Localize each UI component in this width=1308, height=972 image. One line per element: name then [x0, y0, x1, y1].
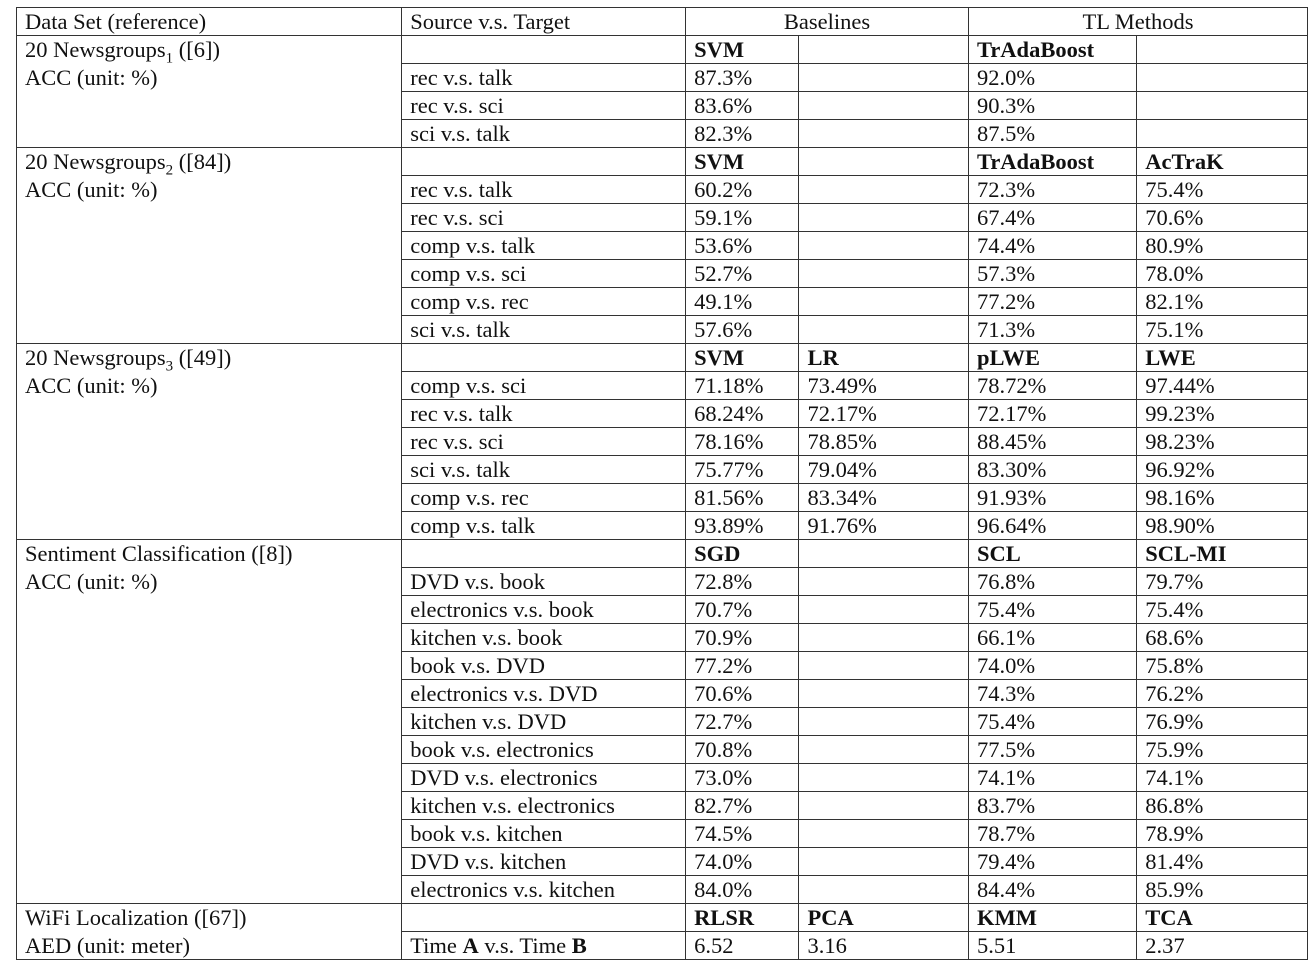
source-target-empty	[402, 148, 686, 176]
value-cell	[799, 820, 969, 848]
table-row	[17, 708, 1308, 736]
value-cell	[799, 204, 969, 232]
value-cell	[799, 792, 969, 820]
pair-part: Time	[410, 933, 463, 958]
method-name-cell: SCL-MI	[1137, 540, 1308, 568]
method-name-cell: SVM	[686, 148, 799, 176]
value-cell: 78.9%	[1137, 820, 1308, 848]
value-cell	[799, 120, 969, 148]
value-cell: 70.6%	[1137, 204, 1308, 232]
dataset-name: 20 Newsgroups	[25, 345, 166, 371]
value-cell: 74.1%	[1137, 764, 1308, 792]
value-cell: 3.16	[799, 932, 969, 960]
table-row	[17, 848, 1308, 876]
value-cell: 71.18%	[686, 372, 799, 400]
value-cell: 75.4%	[968, 708, 1136, 736]
value-cell	[799, 848, 969, 876]
method-name-cell: LR	[799, 344, 969, 372]
dataset-empty-cell	[17, 204, 402, 232]
value-cell: 75.4%	[1137, 596, 1308, 624]
value-cell	[799, 764, 969, 792]
dataset-empty-cell	[17, 400, 402, 428]
dataset-subscript: 1	[165, 50, 174, 64]
source-target-cell: sci v.s. talk	[402, 316, 686, 344]
method-name-cell: SCL	[968, 540, 1136, 568]
value-cell: 70.7%	[686, 596, 799, 624]
value-cell: 60.2%	[686, 176, 799, 204]
value-cell: 5.51	[968, 932, 1136, 960]
dataset-empty-cell	[17, 764, 402, 792]
value-cell	[799, 176, 969, 204]
pair-part: A	[462, 933, 479, 958]
value-cell	[799, 288, 969, 316]
dataset-subscript: 2	[165, 162, 174, 176]
table-row	[17, 568, 1308, 596]
header-baselines: Baselines	[686, 8, 969, 36]
value-cell	[799, 316, 969, 344]
value-cell: 57.6%	[686, 316, 799, 344]
value-cell: 84.4%	[968, 876, 1136, 904]
value-cell: 75.77%	[686, 456, 799, 484]
value-cell: 83.30%	[968, 456, 1136, 484]
value-cell: 77.2%	[968, 288, 1136, 316]
value-cell: 74.1%	[968, 764, 1136, 792]
dataset-name: WiFi Localization	[25, 905, 189, 931]
value-cell: 52.7%	[686, 260, 799, 288]
value-cell	[799, 624, 969, 652]
source-target-cell: comp v.s. talk	[402, 232, 686, 260]
value-cell: 78.16%	[686, 428, 799, 456]
method-name-cell	[799, 148, 969, 176]
source-target-cell: kitchen v.s. electronics	[402, 792, 686, 820]
header-dataset: Data Set (reference)	[17, 8, 402, 36]
method-name-cell: SGD	[686, 540, 799, 568]
value-cell: 78.72%	[968, 372, 1136, 400]
dataset-empty-cell	[17, 708, 402, 736]
value-cell: 67.4%	[968, 204, 1136, 232]
table-row	[17, 484, 1308, 512]
value-cell: 91.76%	[799, 512, 969, 540]
pair-part: v.s. Time	[478, 933, 572, 958]
metric-label-cell: ACC (unit: %)	[17, 568, 402, 596]
value-cell	[799, 260, 969, 288]
dataset-empty-cell	[17, 652, 402, 680]
value-cell: 72.17%	[968, 400, 1136, 428]
value-cell: 83.34%	[799, 484, 969, 512]
dataset-reference: ([8])	[245, 541, 293, 567]
source-target-cell: comp v.s. sci	[402, 372, 686, 400]
dataset-empty-cell	[17, 680, 402, 708]
table-row	[17, 400, 1308, 428]
value-cell: 74.0%	[968, 652, 1136, 680]
table-row	[17, 792, 1308, 820]
value-cell	[799, 708, 969, 736]
table-row	[17, 260, 1308, 288]
value-cell: 92.0%	[968, 64, 1136, 92]
value-cell: 97.44%	[1137, 372, 1308, 400]
header-tl-methods: TL Methods	[968, 8, 1307, 36]
source-target-cell: comp v.s. talk	[402, 512, 686, 540]
value-cell: 68.24%	[686, 400, 799, 428]
table-row	[17, 428, 1308, 456]
value-cell: 57.3%	[968, 260, 1136, 288]
source-target-cell: electronics v.s. DVD	[402, 680, 686, 708]
value-cell: 81.4%	[1137, 848, 1308, 876]
value-cell: 87.3%	[686, 64, 799, 92]
value-cell: 77.2%	[686, 652, 799, 680]
dataset-empty-cell	[17, 120, 402, 148]
value-cell	[1137, 120, 1308, 148]
source-target-empty	[402, 904, 686, 932]
table-row	[17, 512, 1308, 540]
value-cell: 78.7%	[968, 820, 1136, 848]
source-target-cell: book v.s. DVD	[402, 652, 686, 680]
dataset-name: 20 Newsgroups	[25, 37, 166, 63]
value-cell: 82.7%	[686, 792, 799, 820]
value-cell: 91.93%	[968, 484, 1136, 512]
group-method-row	[17, 148, 1308, 176]
method-name-cell: SVM	[686, 344, 799, 372]
value-cell	[799, 876, 969, 904]
metric-label-cell: AED (unit: meter)	[17, 932, 402, 960]
source-target-empty	[402, 36, 686, 64]
group-method-row	[17, 36, 1308, 64]
method-name-cell: AcTraK	[1137, 148, 1308, 176]
table-row	[17, 232, 1308, 260]
source-target-empty	[402, 344, 686, 372]
dataset-name-cell	[17, 904, 402, 932]
value-cell: 2.37	[1137, 932, 1308, 960]
dataset-subscript: 3	[165, 358, 174, 372]
source-target-cell: rec v.s. talk	[402, 176, 686, 204]
value-cell: 70.6%	[686, 680, 799, 708]
value-cell: 76.2%	[1137, 680, 1308, 708]
metric-label-cell: ACC (unit: %)	[17, 64, 402, 92]
value-cell: 83.7%	[968, 792, 1136, 820]
dataset-name-cell	[17, 148, 402, 176]
source-target-cell: sci v.s. talk	[402, 120, 686, 148]
value-cell: 76.8%	[968, 568, 1136, 596]
group-method-row	[17, 344, 1308, 372]
value-cell: 73.49%	[799, 372, 969, 400]
value-cell: 49.1%	[686, 288, 799, 316]
source-target-cell: rec v.s. sci	[402, 92, 686, 120]
value-cell: 93.89%	[686, 512, 799, 540]
value-cell: 88.45%	[968, 428, 1136, 456]
value-cell	[1137, 64, 1308, 92]
value-cell: 82.1%	[1137, 288, 1308, 316]
dataset-empty-cell	[17, 848, 402, 876]
source-target-cell: electronics v.s. book	[402, 596, 686, 624]
table-row	[17, 92, 1308, 120]
value-cell: 70.9%	[686, 624, 799, 652]
value-cell	[799, 596, 969, 624]
value-cell: 79.4%	[968, 848, 1136, 876]
value-cell: 6.52	[686, 932, 799, 960]
value-cell: 75.9%	[1137, 736, 1308, 764]
method-name-cell: pLWE	[968, 344, 1136, 372]
table-row	[17, 764, 1308, 792]
source-target-cell: rec v.s. sci	[402, 204, 686, 232]
table-row	[17, 652, 1308, 680]
method-name-cell: TCA	[1137, 904, 1308, 932]
method-name-cell: LWE	[1137, 344, 1308, 372]
source-target-cell: rec v.s. sci	[402, 428, 686, 456]
results-table-container	[16, 7, 1308, 960]
dataset-name: 20 Newsgroups	[25, 149, 166, 175]
dataset-empty-cell	[17, 596, 402, 624]
method-name-cell: TrAdaBoost	[968, 148, 1136, 176]
value-cell: 72.7%	[686, 708, 799, 736]
value-cell: 84.0%	[686, 876, 799, 904]
value-cell: 71.3%	[968, 316, 1136, 344]
dataset-empty-cell	[17, 624, 402, 652]
dataset-name-cell	[17, 344, 402, 372]
dataset-empty-cell	[17, 260, 402, 288]
dataset-empty-cell	[17, 428, 402, 456]
value-cell	[799, 680, 969, 708]
dataset-empty-cell	[17, 232, 402, 260]
table-row	[17, 64, 1308, 92]
value-cell: 77.5%	[968, 736, 1136, 764]
table-row	[17, 288, 1308, 316]
table-row	[17, 624, 1308, 652]
table-row	[17, 596, 1308, 624]
value-cell: 76.9%	[1137, 708, 1308, 736]
dataset-reference: ([49])	[173, 345, 232, 371]
table-row	[17, 932, 1308, 960]
value-cell: 74.5%	[686, 820, 799, 848]
dataset-empty-cell	[17, 288, 402, 316]
group-method-row	[17, 540, 1308, 568]
table-row	[17, 204, 1308, 232]
method-name-cell: PCA	[799, 904, 969, 932]
dataset-name: Sentiment Classification	[25, 541, 246, 567]
value-cell	[799, 736, 969, 764]
value-cell: 79.7%	[1137, 568, 1308, 596]
dataset-empty-cell	[17, 456, 402, 484]
dataset-empty-cell	[17, 512, 402, 540]
value-cell: 74.3%	[968, 680, 1136, 708]
dataset-empty-cell	[17, 316, 402, 344]
method-name-cell: RLSR	[686, 904, 799, 932]
dataset-empty-cell	[17, 736, 402, 764]
dataset-name-cell	[17, 36, 402, 64]
value-cell: 68.6%	[1137, 624, 1308, 652]
table-row	[17, 736, 1308, 764]
source-target-cell: book v.s. kitchen	[402, 820, 686, 848]
value-cell: 85.9%	[1137, 876, 1308, 904]
value-cell: 79.04%	[799, 456, 969, 484]
value-cell: 75.1%	[1137, 316, 1308, 344]
source-target-cell: kitchen v.s. DVD	[402, 708, 686, 736]
table-row	[17, 316, 1308, 344]
group-method-row	[17, 904, 1308, 932]
source-target-cell: comp v.s. rec	[402, 484, 686, 512]
source-target-cell: book v.s. electronics	[402, 736, 686, 764]
dataset-empty-cell	[17, 820, 402, 848]
value-cell	[799, 64, 969, 92]
value-cell: 82.3%	[686, 120, 799, 148]
method-name-cell: SVM	[686, 36, 799, 64]
method-name-cell	[1137, 36, 1308, 64]
table-row	[17, 876, 1308, 904]
dataset-reference: ([6])	[173, 37, 220, 63]
metric-label-cell: ACC (unit: %)	[17, 176, 402, 204]
table-row	[17, 456, 1308, 484]
source-target-cell: rec v.s. talk	[402, 400, 686, 428]
source-target-cell: kitchen v.s. book	[402, 624, 686, 652]
value-cell: 72.8%	[686, 568, 799, 596]
header-source-target: Source v.s. Target	[402, 8, 686, 36]
value-cell: 53.6%	[686, 232, 799, 260]
pair-part: B	[571, 933, 587, 958]
source-target-cell: DVD v.s. book	[402, 568, 686, 596]
results-table	[16, 7, 1308, 960]
dataset-empty-cell	[17, 792, 402, 820]
value-cell: 70.8%	[686, 736, 799, 764]
table-row	[17, 680, 1308, 708]
source-target-cell: DVD v.s. kitchen	[402, 848, 686, 876]
value-cell: 59.1%	[686, 204, 799, 232]
value-cell: 83.6%	[686, 92, 799, 120]
value-cell: 98.23%	[1137, 428, 1308, 456]
value-cell	[799, 92, 969, 120]
value-cell: 75.4%	[1137, 176, 1308, 204]
value-cell	[1137, 92, 1308, 120]
source-target-cell: sci v.s. talk	[402, 456, 686, 484]
source-target-cell: rec v.s. talk	[402, 64, 686, 92]
value-cell: 74.0%	[686, 848, 799, 876]
value-cell: 96.92%	[1137, 456, 1308, 484]
value-cell: 75.8%	[1137, 652, 1308, 680]
method-name-cell: TrAdaBoost	[968, 36, 1136, 64]
method-name-cell	[799, 540, 969, 568]
value-cell: 81.56%	[686, 484, 799, 512]
value-cell: 96.64%	[968, 512, 1136, 540]
source-target-cell: comp v.s. sci	[402, 260, 686, 288]
value-cell: 99.23%	[1137, 400, 1308, 428]
value-cell: 98.90%	[1137, 512, 1308, 540]
value-cell	[799, 568, 969, 596]
value-cell: 73.0%	[686, 764, 799, 792]
table-row	[17, 820, 1308, 848]
dataset-reference: ([67])	[188, 905, 247, 931]
value-cell: 78.0%	[1137, 260, 1308, 288]
method-name-cell	[799, 36, 969, 64]
value-cell: 80.9%	[1137, 232, 1308, 260]
source-target-cell: electronics v.s. kitchen	[402, 876, 686, 904]
table-row	[17, 120, 1308, 148]
table-row	[17, 372, 1308, 400]
header-row	[17, 8, 1308, 36]
source-target-empty	[402, 540, 686, 568]
method-name-cell: KMM	[968, 904, 1136, 932]
value-cell: 78.85%	[799, 428, 969, 456]
value-cell: 66.1%	[968, 624, 1136, 652]
dataset-empty-cell	[17, 484, 402, 512]
value-cell: 87.5%	[968, 120, 1136, 148]
value-cell	[799, 652, 969, 680]
value-cell: 86.8%	[1137, 792, 1308, 820]
dataset-empty-cell	[17, 92, 402, 120]
value-cell	[799, 232, 969, 260]
value-cell: 98.16%	[1137, 484, 1308, 512]
source-target-cell	[402, 932, 686, 960]
value-cell: 72.17%	[799, 400, 969, 428]
table-row	[17, 176, 1308, 204]
value-cell: 72.3%	[968, 176, 1136, 204]
metric-label-cell: ACC (unit: %)	[17, 372, 402, 400]
source-target-cell: DVD v.s. electronics	[402, 764, 686, 792]
table-body	[17, 36, 1308, 960]
value-cell: 74.4%	[968, 232, 1136, 260]
value-cell: 75.4%	[968, 596, 1136, 624]
dataset-reference: ([84])	[173, 149, 232, 175]
dataset-name-cell	[17, 540, 402, 568]
dataset-empty-cell	[17, 876, 402, 904]
value-cell: 90.3%	[968, 92, 1136, 120]
source-target-cell: comp v.s. rec	[402, 288, 686, 316]
